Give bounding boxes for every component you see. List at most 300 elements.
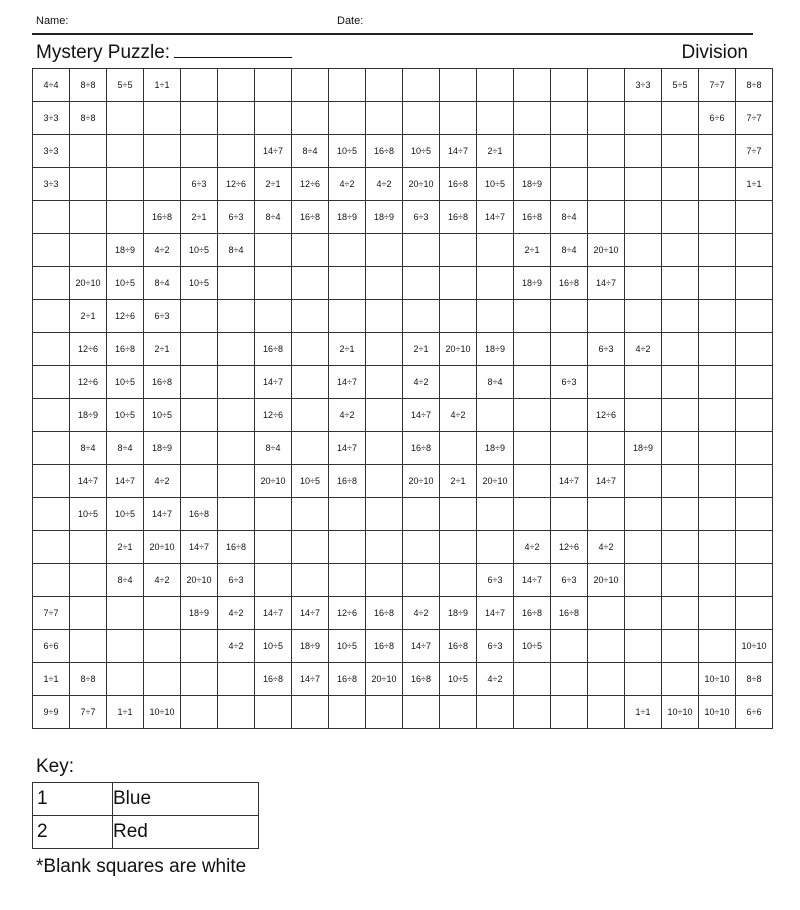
grid-cell[interactable] xyxy=(440,696,477,729)
grid-cell[interactable]: 12÷6 xyxy=(107,300,144,333)
grid-cell[interactable] xyxy=(736,201,773,234)
grid-cell[interactable]: 16÷8 xyxy=(366,597,403,630)
grid-cell[interactable] xyxy=(292,366,329,399)
grid-cell[interactable]: 6÷3 xyxy=(218,564,255,597)
grid-cell[interactable] xyxy=(33,234,70,267)
grid-cell[interactable]: 8÷4 xyxy=(292,135,329,168)
grid-cell[interactable]: 16÷8 xyxy=(255,663,292,696)
grid-cell[interactable] xyxy=(329,300,366,333)
grid-cell[interactable] xyxy=(107,135,144,168)
grid-cell[interactable] xyxy=(588,135,625,168)
grid-cell[interactable] xyxy=(292,102,329,135)
grid-cell[interactable] xyxy=(255,696,292,729)
grid-cell[interactable] xyxy=(514,366,551,399)
grid-cell[interactable]: 7÷7 xyxy=(736,135,773,168)
grid-cell[interactable]: 18÷9 xyxy=(292,630,329,663)
grid-cell[interactable] xyxy=(699,399,736,432)
grid-cell[interactable]: 6÷3 xyxy=(551,564,588,597)
grid-cell[interactable]: 18÷9 xyxy=(440,597,477,630)
grid-cell[interactable] xyxy=(33,531,70,564)
grid-cell[interactable]: 14÷7 xyxy=(144,498,181,531)
grid-cell[interactable] xyxy=(551,696,588,729)
grid-cell[interactable] xyxy=(33,267,70,300)
grid-cell[interactable] xyxy=(218,333,255,366)
grid-cell[interactable] xyxy=(588,168,625,201)
grid-cell[interactable]: 10÷5 xyxy=(181,267,218,300)
grid-cell[interactable] xyxy=(736,366,773,399)
grid-cell[interactable]: 2÷1 xyxy=(477,135,514,168)
grid-cell[interactable]: 16÷8 xyxy=(218,531,255,564)
grid-cell[interactable] xyxy=(551,399,588,432)
grid-cell[interactable]: 16÷8 xyxy=(329,663,366,696)
grid-cell[interactable]: 16÷8 xyxy=(551,267,588,300)
grid-cell[interactable]: 14÷7 xyxy=(329,366,366,399)
grid-cell[interactable] xyxy=(440,366,477,399)
grid-cell[interactable] xyxy=(588,201,625,234)
grid-cell[interactable] xyxy=(440,102,477,135)
grid-cell[interactable] xyxy=(625,465,662,498)
grid-cell[interactable] xyxy=(181,366,218,399)
grid-cell[interactable] xyxy=(699,234,736,267)
grid-cell[interactable]: 10÷5 xyxy=(403,135,440,168)
grid-cell[interactable] xyxy=(255,564,292,597)
grid-cell[interactable]: 4÷2 xyxy=(144,234,181,267)
grid-cell[interactable]: 14÷7 xyxy=(255,366,292,399)
grid-cell[interactable]: 1÷1 xyxy=(144,69,181,102)
grid-cell[interactable]: 7÷7 xyxy=(33,597,70,630)
grid-cell[interactable]: 16÷8 xyxy=(514,597,551,630)
grid-cell[interactable] xyxy=(625,267,662,300)
grid-cell[interactable] xyxy=(699,432,736,465)
grid-cell[interactable] xyxy=(625,300,662,333)
grid-cell[interactable] xyxy=(181,432,218,465)
grid-cell[interactable] xyxy=(662,201,699,234)
grid-cell[interactable] xyxy=(70,135,107,168)
grid-cell[interactable]: 8÷8 xyxy=(70,69,107,102)
grid-cell[interactable] xyxy=(107,597,144,630)
grid-cell[interactable]: 10÷5 xyxy=(514,630,551,663)
grid-cell[interactable]: 4÷2 xyxy=(477,663,514,696)
grid-cell[interactable] xyxy=(588,432,625,465)
grid-cell[interactable]: 12÷6 xyxy=(255,399,292,432)
grid-cell[interactable] xyxy=(662,597,699,630)
grid-cell[interactable] xyxy=(514,498,551,531)
grid-cell[interactable]: 16÷8 xyxy=(329,465,366,498)
grid-cell[interactable] xyxy=(662,366,699,399)
grid-cell[interactable] xyxy=(551,69,588,102)
grid-cell[interactable]: 16÷8 xyxy=(181,498,218,531)
grid-cell[interactable] xyxy=(699,465,736,498)
grid-cell[interactable] xyxy=(699,498,736,531)
grid-cell[interactable] xyxy=(292,300,329,333)
grid-cell[interactable] xyxy=(403,234,440,267)
grid-cell[interactable] xyxy=(403,498,440,531)
grid-cell[interactable]: 6÷3 xyxy=(477,564,514,597)
grid-cell[interactable] xyxy=(625,102,662,135)
grid-cell[interactable]: 18÷9 xyxy=(477,432,514,465)
grid-cell[interactable] xyxy=(477,102,514,135)
grid-cell[interactable] xyxy=(662,531,699,564)
grid-cell[interactable] xyxy=(588,630,625,663)
grid-cell[interactable]: 14÷7 xyxy=(477,597,514,630)
grid-cell[interactable]: 10÷5 xyxy=(329,135,366,168)
grid-cell[interactable] xyxy=(736,267,773,300)
grid-cell[interactable]: 16÷8 xyxy=(403,432,440,465)
grid-cell[interactable] xyxy=(625,663,662,696)
grid-cell[interactable] xyxy=(625,399,662,432)
grid-cell[interactable] xyxy=(70,234,107,267)
grid-cell[interactable] xyxy=(366,498,403,531)
grid-cell[interactable]: 10÷5 xyxy=(107,399,144,432)
grid-cell[interactable]: 8÷4 xyxy=(255,201,292,234)
grid-cell[interactable] xyxy=(366,300,403,333)
grid-cell[interactable] xyxy=(33,366,70,399)
grid-cell[interactable]: 7÷7 xyxy=(699,69,736,102)
grid-cell[interactable]: 6÷3 xyxy=(403,201,440,234)
grid-cell[interactable] xyxy=(181,333,218,366)
grid-cell[interactable] xyxy=(440,531,477,564)
grid-cell[interactable] xyxy=(218,366,255,399)
grid-cell[interactable]: 14÷7 xyxy=(329,432,366,465)
grid-cell[interactable]: 18÷9 xyxy=(477,333,514,366)
grid-cell[interactable] xyxy=(218,465,255,498)
grid-cell[interactable]: 9÷9 xyxy=(33,696,70,729)
grid-cell[interactable] xyxy=(144,135,181,168)
grid-cell[interactable]: 3÷3 xyxy=(33,135,70,168)
grid-cell[interactable]: 6÷3 xyxy=(477,630,514,663)
grid-cell[interactable] xyxy=(514,696,551,729)
grid-cell[interactable] xyxy=(292,69,329,102)
grid-cell[interactable] xyxy=(477,696,514,729)
grid-cell[interactable] xyxy=(662,399,699,432)
grid-cell[interactable] xyxy=(107,102,144,135)
grid-cell[interactable] xyxy=(218,267,255,300)
grid-cell[interactable]: 16÷8 xyxy=(514,201,551,234)
grid-cell[interactable]: 20÷10 xyxy=(366,663,403,696)
grid-cell[interactable] xyxy=(514,333,551,366)
grid-cell[interactable] xyxy=(403,531,440,564)
grid-cell[interactable] xyxy=(588,102,625,135)
grid-cell[interactable]: 3÷3 xyxy=(625,69,662,102)
grid-cell[interactable]: 4÷2 xyxy=(514,531,551,564)
grid-cell[interactable] xyxy=(70,201,107,234)
grid-cell[interactable]: 12÷6 xyxy=(329,597,366,630)
grid-cell[interactable]: 18÷9 xyxy=(514,267,551,300)
grid-cell[interactable] xyxy=(699,333,736,366)
grid-cell[interactable]: 14÷7 xyxy=(403,399,440,432)
grid-cell[interactable]: 18÷9 xyxy=(625,432,662,465)
grid-cell[interactable] xyxy=(440,69,477,102)
grid-cell[interactable]: 18÷9 xyxy=(107,234,144,267)
grid-cell[interactable] xyxy=(218,102,255,135)
grid-cell[interactable] xyxy=(218,399,255,432)
grid-cell[interactable] xyxy=(70,597,107,630)
grid-cell[interactable] xyxy=(736,564,773,597)
grid-cell[interactable] xyxy=(736,432,773,465)
grid-cell[interactable]: 8÷4 xyxy=(477,366,514,399)
grid-cell[interactable] xyxy=(440,498,477,531)
grid-cell[interactable] xyxy=(329,69,366,102)
grid-cell[interactable]: 8÷8 xyxy=(736,663,773,696)
grid-cell[interactable] xyxy=(662,498,699,531)
grid-cell[interactable]: 12÷6 xyxy=(218,168,255,201)
grid-cell[interactable] xyxy=(366,399,403,432)
grid-cell[interactable]: 20÷10 xyxy=(403,465,440,498)
grid-cell[interactable]: 14÷7 xyxy=(255,597,292,630)
grid-cell[interactable] xyxy=(33,399,70,432)
grid-cell[interactable]: 4÷2 xyxy=(218,630,255,663)
grid-cell[interactable] xyxy=(33,564,70,597)
grid-cell[interactable] xyxy=(588,366,625,399)
grid-cell[interactable]: 12÷6 xyxy=(70,333,107,366)
grid-cell[interactable]: 4÷2 xyxy=(440,399,477,432)
grid-cell[interactable] xyxy=(625,531,662,564)
grid-cell[interactable] xyxy=(625,168,662,201)
grid-cell[interactable] xyxy=(551,498,588,531)
grid-cell[interactable] xyxy=(440,432,477,465)
grid-cell[interactable] xyxy=(181,300,218,333)
grid-cell[interactable] xyxy=(662,564,699,597)
grid-cell[interactable] xyxy=(292,498,329,531)
grid-cell[interactable] xyxy=(699,168,736,201)
grid-cell[interactable] xyxy=(181,696,218,729)
grid-cell[interactable] xyxy=(144,102,181,135)
grid-cell[interactable]: 10÷5 xyxy=(440,663,477,696)
grid-cell[interactable] xyxy=(699,531,736,564)
grid-cell[interactable] xyxy=(366,465,403,498)
grid-cell[interactable]: 6÷3 xyxy=(218,201,255,234)
grid-cell[interactable] xyxy=(366,69,403,102)
grid-cell[interactable]: 16÷8 xyxy=(366,630,403,663)
grid-cell[interactable] xyxy=(70,564,107,597)
grid-cell[interactable]: 4÷2 xyxy=(366,168,403,201)
grid-cell[interactable] xyxy=(181,465,218,498)
grid-cell[interactable] xyxy=(662,663,699,696)
grid-cell[interactable] xyxy=(255,69,292,102)
grid-cell[interactable]: 18÷9 xyxy=(181,597,218,630)
grid-cell[interactable]: 4÷2 xyxy=(403,597,440,630)
grid-cell[interactable]: 2÷1 xyxy=(403,333,440,366)
grid-cell[interactable]: 10÷5 xyxy=(292,465,329,498)
grid-cell[interactable]: 8÷4 xyxy=(107,432,144,465)
grid-cell[interactable] xyxy=(33,498,70,531)
grid-cell[interactable]: 16÷8 xyxy=(551,597,588,630)
grid-cell[interactable] xyxy=(699,597,736,630)
grid-cell[interactable]: 8÷4 xyxy=(144,267,181,300)
grid-cell[interactable] xyxy=(403,696,440,729)
grid-cell[interactable] xyxy=(514,465,551,498)
grid-cell[interactable] xyxy=(514,102,551,135)
grid-cell[interactable] xyxy=(218,135,255,168)
grid-cell[interactable] xyxy=(588,69,625,102)
grid-cell[interactable] xyxy=(736,399,773,432)
grid-cell[interactable]: 16÷8 xyxy=(255,333,292,366)
grid-cell[interactable] xyxy=(329,234,366,267)
grid-cell[interactable] xyxy=(699,135,736,168)
grid-cell[interactable] xyxy=(662,432,699,465)
grid-cell[interactable]: 20÷10 xyxy=(477,465,514,498)
grid-cell[interactable] xyxy=(588,597,625,630)
grid-cell[interactable]: 4÷2 xyxy=(403,366,440,399)
grid-cell[interactable] xyxy=(477,531,514,564)
grid-cell[interactable] xyxy=(662,333,699,366)
grid-cell[interactable] xyxy=(255,300,292,333)
grid-cell[interactable]: 6÷3 xyxy=(551,366,588,399)
grid-cell[interactable] xyxy=(625,630,662,663)
grid-cell[interactable] xyxy=(699,201,736,234)
grid-cell[interactable] xyxy=(699,630,736,663)
grid-cell[interactable]: 6÷3 xyxy=(181,168,218,201)
grid-cell[interactable] xyxy=(736,597,773,630)
grid-cell[interactable]: 8÷4 xyxy=(107,564,144,597)
grid-cell[interactable]: 16÷8 xyxy=(144,201,181,234)
grid-cell[interactable]: 20÷10 xyxy=(588,234,625,267)
grid-cell[interactable] xyxy=(699,300,736,333)
grid-cell[interactable] xyxy=(329,531,366,564)
grid-cell[interactable]: 16÷8 xyxy=(440,630,477,663)
grid-cell[interactable] xyxy=(662,135,699,168)
grid-cell[interactable] xyxy=(33,333,70,366)
grid-cell[interactable] xyxy=(551,663,588,696)
grid-cell[interactable] xyxy=(144,630,181,663)
grid-cell[interactable] xyxy=(292,696,329,729)
grid-cell[interactable] xyxy=(329,498,366,531)
grid-cell[interactable]: 8÷4 xyxy=(218,234,255,267)
grid-cell[interactable] xyxy=(736,531,773,564)
grid-cell[interactable]: 8÷4 xyxy=(70,432,107,465)
grid-cell[interactable] xyxy=(662,300,699,333)
grid-cell[interactable]: 14÷7 xyxy=(181,531,218,564)
grid-cell[interactable] xyxy=(662,465,699,498)
grid-cell[interactable]: 14÷7 xyxy=(514,564,551,597)
grid-cell[interactable] xyxy=(366,333,403,366)
grid-cell[interactable] xyxy=(662,102,699,135)
grid-cell[interactable] xyxy=(736,234,773,267)
grid-cell[interactable]: 2÷1 xyxy=(255,168,292,201)
grid-cell[interactable] xyxy=(366,366,403,399)
grid-cell[interactable]: 14÷7 xyxy=(292,597,329,630)
grid-cell[interactable]: 18÷9 xyxy=(70,399,107,432)
grid-cell[interactable] xyxy=(292,564,329,597)
grid-cell[interactable] xyxy=(551,168,588,201)
grid-cell[interactable] xyxy=(514,432,551,465)
grid-cell[interactable]: 18÷9 xyxy=(514,168,551,201)
grid-cell[interactable] xyxy=(33,465,70,498)
grid-cell[interactable]: 1÷1 xyxy=(625,696,662,729)
grid-cell[interactable] xyxy=(33,300,70,333)
grid-cell[interactable] xyxy=(33,432,70,465)
grid-cell[interactable]: 14÷7 xyxy=(551,465,588,498)
grid-cell[interactable] xyxy=(403,564,440,597)
grid-cell[interactable]: 14÷7 xyxy=(107,465,144,498)
grid-cell[interactable]: 6÷6 xyxy=(699,102,736,135)
grid-cell[interactable] xyxy=(144,663,181,696)
grid-cell[interactable]: 3÷3 xyxy=(33,102,70,135)
grid-cell[interactable] xyxy=(699,267,736,300)
grid-cell[interactable]: 1÷1 xyxy=(107,696,144,729)
grid-cell[interactable]: 7÷7 xyxy=(736,102,773,135)
grid-cell[interactable]: 16÷8 xyxy=(440,168,477,201)
grid-cell[interactable] xyxy=(218,696,255,729)
grid-cell[interactable]: 5÷5 xyxy=(662,69,699,102)
grid-cell[interactable]: 4÷2 xyxy=(144,465,181,498)
grid-cell[interactable]: 10÷10 xyxy=(736,630,773,663)
grid-cell[interactable] xyxy=(292,399,329,432)
grid-cell[interactable]: 10÷5 xyxy=(477,168,514,201)
grid-cell[interactable]: 1÷1 xyxy=(736,168,773,201)
grid-cell[interactable]: 20÷10 xyxy=(588,564,625,597)
grid-cell[interactable] xyxy=(181,69,218,102)
grid-cell[interactable] xyxy=(255,234,292,267)
grid-cell[interactable] xyxy=(181,663,218,696)
grid-cell[interactable]: 4÷2 xyxy=(329,168,366,201)
grid-cell[interactable]: 10÷5 xyxy=(107,366,144,399)
grid-cell[interactable]: 16÷8 xyxy=(366,135,403,168)
grid-cell[interactable]: 20÷10 xyxy=(255,465,292,498)
grid-cell[interactable] xyxy=(255,267,292,300)
grid-cell[interactable]: 12÷6 xyxy=(70,366,107,399)
grid-cell[interactable]: 2÷1 xyxy=(514,234,551,267)
grid-cell[interactable] xyxy=(699,366,736,399)
grid-cell[interactable]: 8÷4 xyxy=(551,201,588,234)
grid-cell[interactable] xyxy=(477,498,514,531)
grid-cell[interactable]: 14÷7 xyxy=(477,201,514,234)
grid-cell[interactable] xyxy=(736,300,773,333)
grid-cell[interactable] xyxy=(625,597,662,630)
grid-cell[interactable] xyxy=(329,267,366,300)
grid-cell[interactable]: 16÷8 xyxy=(107,333,144,366)
grid-cell[interactable] xyxy=(329,696,366,729)
grid-cell[interactable]: 10÷10 xyxy=(144,696,181,729)
grid-cell[interactable]: 8÷8 xyxy=(736,69,773,102)
grid-cell[interactable]: 10÷5 xyxy=(329,630,366,663)
grid-cell[interactable] xyxy=(329,102,366,135)
grid-cell[interactable] xyxy=(70,168,107,201)
grid-cell[interactable]: 10÷5 xyxy=(107,267,144,300)
grid-cell[interactable]: 4÷4 xyxy=(33,69,70,102)
grid-cell[interactable] xyxy=(514,300,551,333)
grid-cell[interactable] xyxy=(366,102,403,135)
grid-cell[interactable]: 2÷1 xyxy=(144,333,181,366)
grid-cell[interactable]: 8÷8 xyxy=(70,102,107,135)
grid-cell[interactable] xyxy=(477,234,514,267)
grid-cell[interactable] xyxy=(366,564,403,597)
grid-cell[interactable] xyxy=(662,234,699,267)
grid-cell[interactable] xyxy=(440,267,477,300)
grid-cell[interactable]: 16÷8 xyxy=(403,663,440,696)
grid-cell[interactable]: 2÷1 xyxy=(70,300,107,333)
grid-cell[interactable]: 16÷8 xyxy=(292,201,329,234)
grid-cell[interactable]: 4÷2 xyxy=(588,531,625,564)
grid-cell[interactable] xyxy=(551,300,588,333)
grid-cell[interactable]: 8÷4 xyxy=(551,234,588,267)
grid-cell[interactable]: 10÷5 xyxy=(255,630,292,663)
grid-cell[interactable] xyxy=(292,531,329,564)
grid-cell[interactable]: 1÷1 xyxy=(33,663,70,696)
grid-cell[interactable]: 10÷10 xyxy=(662,696,699,729)
grid-cell[interactable] xyxy=(144,597,181,630)
grid-cell[interactable] xyxy=(181,630,218,663)
grid-cell[interactable] xyxy=(366,234,403,267)
grid-cell[interactable]: 20÷10 xyxy=(144,531,181,564)
grid-cell[interactable]: 20÷10 xyxy=(181,564,218,597)
grid-cell[interactable]: 16÷8 xyxy=(440,201,477,234)
grid-cell[interactable] xyxy=(514,135,551,168)
grid-cell[interactable] xyxy=(292,234,329,267)
grid-cell[interactable] xyxy=(255,498,292,531)
grid-cell[interactable] xyxy=(736,465,773,498)
grid-cell[interactable]: 20÷10 xyxy=(440,333,477,366)
